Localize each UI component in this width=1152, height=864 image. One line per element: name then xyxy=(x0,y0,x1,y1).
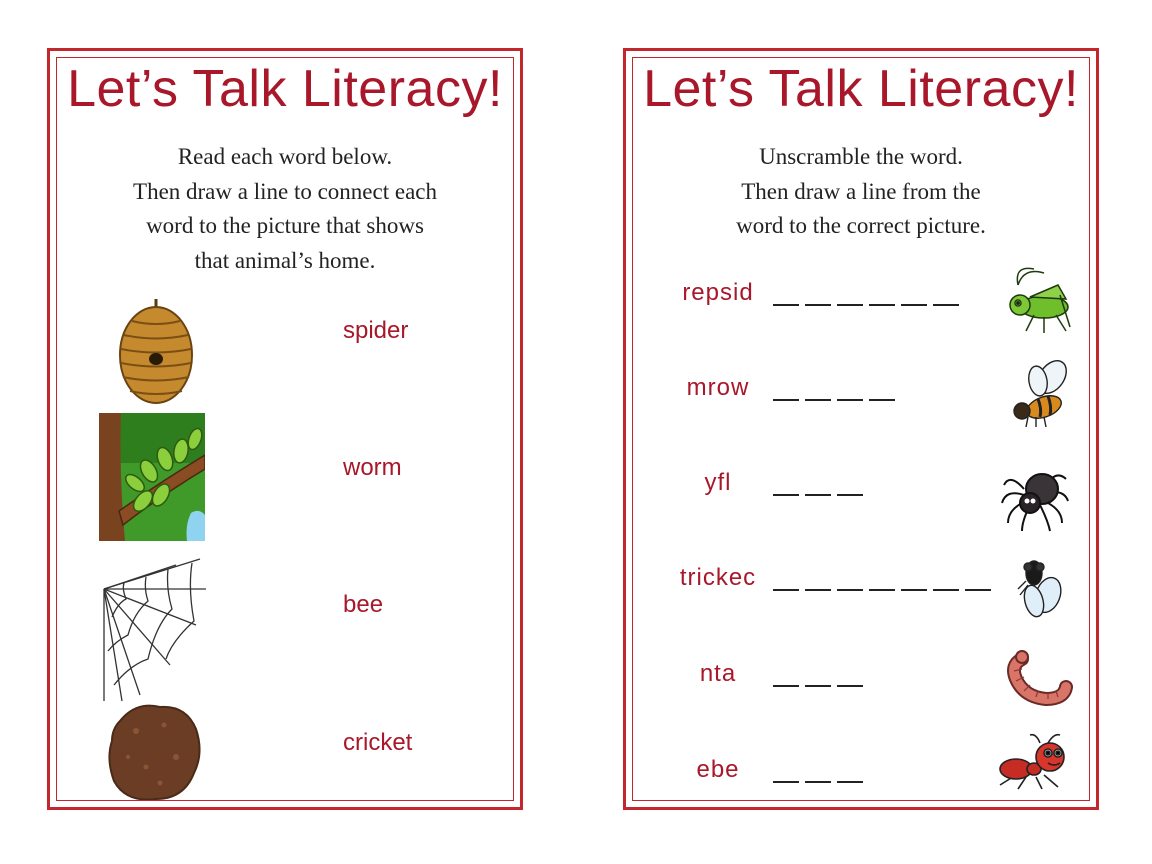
cricket-icon xyxy=(1004,265,1074,341)
spider-web-icon xyxy=(100,555,210,707)
instruction-line: that animal’s home. xyxy=(194,247,376,273)
instruction-line: Read each word below. xyxy=(177,144,393,169)
answer-blanks[interactable] xyxy=(773,574,997,594)
scrambled-word: nta xyxy=(699,660,737,687)
instruction-line: word to the picture that shows xyxy=(146,213,424,238)
scrambled-word: mrow xyxy=(686,374,750,401)
instruction-line: Then draw a line to connect each xyxy=(133,178,437,204)
left-worksheet-card xyxy=(47,48,523,810)
dirt-mound-icon xyxy=(106,701,202,807)
right-worksheet-card xyxy=(623,48,1099,810)
scrambled-word: repsid xyxy=(682,279,754,306)
answer-blanks[interactable] xyxy=(773,766,869,786)
bee-icon xyxy=(1006,359,1076,433)
spider-icon xyxy=(1000,459,1070,537)
instructions xyxy=(50,140,520,278)
worksheet-title: Let’s Talk Literacy! xyxy=(67,60,503,118)
worksheet-title: Let’s Talk Literacy! xyxy=(643,60,1079,118)
instruction-line: word to the correct picture. xyxy=(736,213,986,238)
word-label: cricket xyxy=(343,729,413,756)
scrambled-word: yfl xyxy=(704,469,732,496)
scrambled-word: trickec xyxy=(679,564,757,591)
answer-blanks[interactable] xyxy=(773,479,869,499)
instructions xyxy=(626,140,1096,244)
word-label: bee xyxy=(343,591,384,618)
worm-icon xyxy=(1006,649,1076,713)
ant-icon xyxy=(996,731,1078,795)
answer-blanks[interactable] xyxy=(773,289,965,309)
answer-blanks[interactable] xyxy=(773,670,869,690)
beehive-icon xyxy=(116,299,196,409)
instruction-line: Then draw a line from the xyxy=(741,178,981,204)
answer-blanks[interactable] xyxy=(773,384,901,404)
word-label: spider xyxy=(343,317,409,344)
tree-branch-icon xyxy=(99,413,205,545)
word-label: worm xyxy=(343,454,402,481)
scrambled-word: ebe xyxy=(696,756,740,783)
instruction-line: Unscramble the word. xyxy=(759,144,963,169)
fly-icon xyxy=(1016,559,1068,625)
